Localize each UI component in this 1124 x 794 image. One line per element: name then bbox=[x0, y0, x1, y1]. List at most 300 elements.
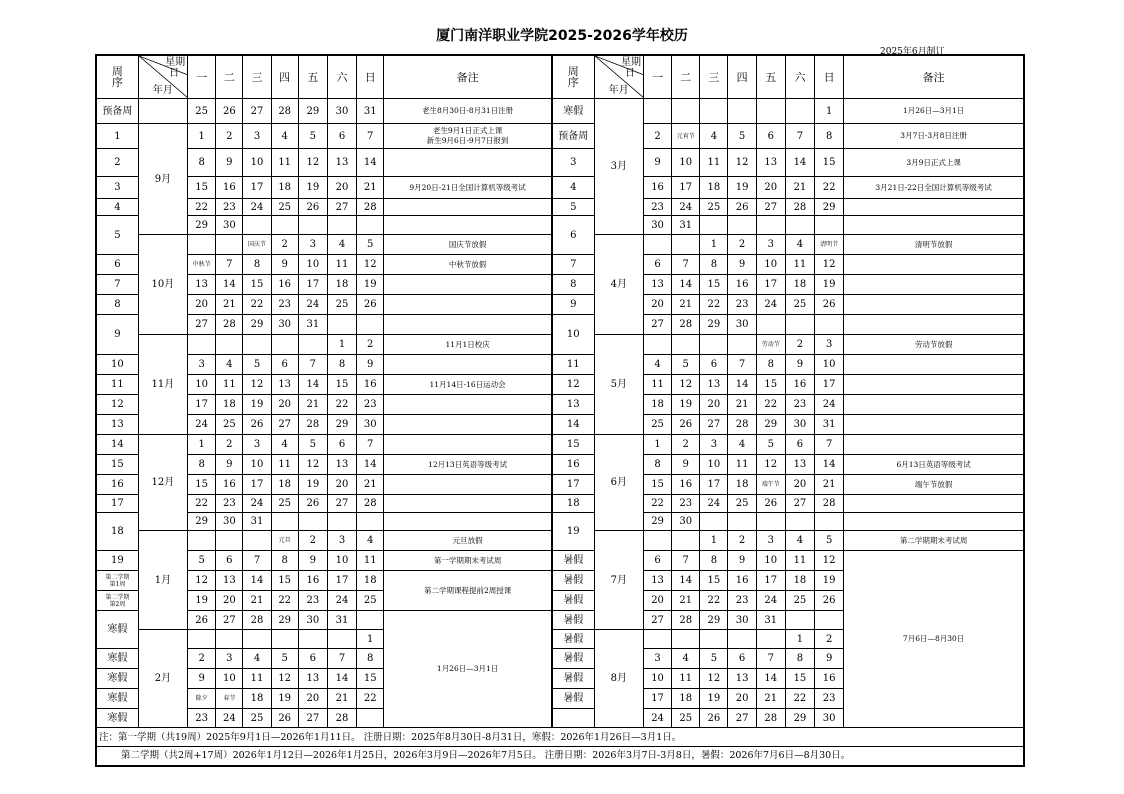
right-day-cell: 8 bbox=[700, 551, 728, 571]
right-day-cell: 25 bbox=[728, 495, 756, 513]
right-day-cell: 30 bbox=[785, 415, 814, 435]
right-day-cell bbox=[785, 315, 814, 335]
right-day-cell: 5 bbox=[815, 531, 844, 551]
left-day-cell: 24 bbox=[298, 295, 327, 315]
left-day-cell: 26 bbox=[216, 99, 243, 124]
right-day-cell: 30 bbox=[815, 709, 844, 728]
right-day-cell: 18 bbox=[785, 275, 814, 295]
right-week-no: 5 bbox=[552, 199, 594, 216]
right-day-cell: 端午节 bbox=[756, 475, 785, 495]
right-remark bbox=[844, 435, 1024, 455]
right-day-cell: 12 bbox=[756, 455, 785, 475]
right-day-cell bbox=[700, 216, 728, 235]
right-day-cell: 2 bbox=[815, 630, 844, 649]
table-row bbox=[96, 355, 1024, 375]
right-day-cell: 1 bbox=[643, 435, 671, 455]
left-day-cell: 27 bbox=[327, 199, 356, 216]
left-day-cell: 11 bbox=[216, 375, 243, 395]
right-day-cell: 28 bbox=[756, 709, 785, 728]
left-week-no: 2 bbox=[96, 149, 138, 177]
left-day-cell: 30 bbox=[271, 315, 298, 335]
diag-weekday-label: 星期 bbox=[620, 57, 641, 68]
right-day-cell bbox=[785, 99, 814, 124]
right-day-cell: 21 bbox=[728, 395, 756, 415]
left-day-cell bbox=[357, 315, 384, 335]
table-row bbox=[96, 295, 1024, 315]
left-day-cell: 18 bbox=[271, 177, 298, 199]
left-day-cell bbox=[271, 513, 298, 531]
right-remarks-header: 备注 bbox=[844, 55, 1024, 99]
left-day-cell: 28 bbox=[357, 199, 384, 216]
right-day-cell: 10 bbox=[700, 455, 728, 475]
left-day-cell: 10 bbox=[216, 669, 243, 689]
left-day-cell: 26 bbox=[357, 295, 384, 315]
right-day-cell: 14 bbox=[785, 149, 814, 177]
right-day-cell: 10 bbox=[643, 669, 671, 689]
table-row bbox=[96, 435, 1024, 455]
left-day-cell: 3 bbox=[327, 531, 356, 551]
left-day-cell: 12 bbox=[357, 255, 384, 275]
left-day-header: 二 bbox=[216, 55, 243, 99]
left-day-cell: 19 bbox=[243, 395, 271, 415]
right-day-cell: 18 bbox=[643, 395, 671, 415]
left-day-cell: 14 bbox=[243, 571, 271, 591]
right-day-cell: 21 bbox=[672, 295, 700, 315]
left-day-cell: 24 bbox=[243, 495, 271, 513]
left-day-cell bbox=[188, 335, 216, 355]
left-week-no: 10 bbox=[96, 355, 138, 375]
right-day-cell: 7 bbox=[785, 124, 814, 149]
right-day-cell: 14 bbox=[756, 669, 785, 689]
right-week-no: 4 bbox=[552, 177, 594, 199]
right-day-cell: 26 bbox=[815, 591, 844, 611]
left-day-cell: 27 bbox=[327, 495, 356, 513]
left-day-cell bbox=[327, 513, 356, 531]
left-day-cell: 15 bbox=[188, 177, 216, 199]
right-day-cell: 27 bbox=[785, 495, 814, 513]
left-day-cell: 22 bbox=[188, 495, 216, 513]
left-day-cell: 5 bbox=[298, 124, 327, 149]
right-day-cell: 19 bbox=[728, 177, 756, 199]
right-day-cell bbox=[700, 513, 728, 531]
left-day-cell: 6 bbox=[327, 124, 356, 149]
table-row bbox=[96, 551, 1024, 571]
right-day-cell bbox=[672, 335, 700, 355]
left-day-cell: 11 bbox=[271, 149, 298, 177]
left-remark bbox=[384, 513, 552, 531]
right-day-cell: 4 bbox=[785, 235, 814, 255]
right-remark bbox=[844, 513, 1024, 531]
left-day-cell bbox=[188, 235, 216, 255]
left-day-cell bbox=[357, 216, 384, 235]
left-day-cell bbox=[271, 216, 298, 235]
left-day-cell: 31 bbox=[327, 611, 356, 630]
right-day-header: 五 bbox=[756, 55, 785, 99]
right-day-cell: 30 bbox=[672, 513, 700, 531]
right-day-cell bbox=[643, 630, 671, 649]
right-day-cell bbox=[756, 315, 785, 335]
right-day-cell: 23 bbox=[728, 295, 756, 315]
right-day-cell: 22 bbox=[756, 395, 785, 415]
right-day-cell: 29 bbox=[815, 199, 844, 216]
left-day-cell: 14 bbox=[327, 669, 356, 689]
right-day-cell: 10 bbox=[672, 149, 700, 177]
right-week-no bbox=[552, 709, 594, 728]
right-day-cell: 19 bbox=[700, 689, 728, 709]
left-remark bbox=[384, 475, 552, 495]
right-day-cell: 11 bbox=[643, 375, 671, 395]
right-week-no: 13 bbox=[552, 395, 594, 415]
right-day-cell: 17 bbox=[643, 689, 671, 709]
right-month: 8月 bbox=[594, 630, 643, 728]
right-day-cell: 2 bbox=[728, 531, 756, 551]
table-row bbox=[96, 513, 1024, 531]
left-day-cell: 14 bbox=[357, 149, 384, 177]
right-day-cell: 20 bbox=[643, 591, 671, 611]
right-day-cell bbox=[728, 99, 756, 124]
right-week-no: 暑假 bbox=[552, 591, 594, 611]
right-week-no: 暑假 bbox=[552, 611, 594, 630]
right-day-cell: 22 bbox=[700, 591, 728, 611]
left-day-cell: 2 bbox=[216, 435, 243, 455]
left-day-cell: 16 bbox=[298, 571, 327, 591]
right-week-no: 暑假 bbox=[552, 669, 594, 689]
right-remark bbox=[844, 495, 1024, 513]
left-remark: 11月1日校庆 bbox=[384, 335, 552, 355]
left-day-cell: 23 bbox=[216, 199, 243, 216]
left-day-cell: 春节 bbox=[216, 689, 243, 709]
right-day-cell: 4 bbox=[728, 435, 756, 455]
right-day-cell: 20 bbox=[700, 395, 728, 415]
left-month: 9月 bbox=[138, 124, 187, 235]
left-day-cell bbox=[298, 513, 327, 531]
right-day-cell: 26 bbox=[700, 709, 728, 728]
right-day-cell: 17 bbox=[672, 177, 700, 199]
right-day-cell: 17 bbox=[756, 571, 785, 591]
right-day-cell: 25 bbox=[785, 591, 814, 611]
left-day-cell: 24 bbox=[188, 415, 216, 435]
left-day-cell: 25 bbox=[357, 591, 384, 611]
left-day-cell: 11 bbox=[327, 255, 356, 275]
right-remark bbox=[844, 275, 1024, 295]
right-week-no: 7 bbox=[552, 255, 594, 275]
right-week-no: 12 bbox=[552, 375, 594, 395]
right-day-cell: 18 bbox=[785, 571, 814, 591]
left-day-cell: 4 bbox=[271, 435, 298, 455]
right-day-cell: 17 bbox=[700, 475, 728, 495]
left-day-cell: 12 bbox=[243, 375, 271, 395]
right-day-cell: 30 bbox=[728, 315, 756, 335]
left-day-cell: 22 bbox=[357, 689, 384, 709]
left-month bbox=[138, 99, 187, 124]
right-day-cell: 8 bbox=[643, 455, 671, 475]
right-day-cell: 1 bbox=[700, 235, 728, 255]
left-day-cell: 6 bbox=[298, 649, 327, 669]
left-month: 2月 bbox=[138, 630, 187, 728]
right-day-cell: 8 bbox=[815, 124, 844, 149]
right-day-cell: 18 bbox=[700, 177, 728, 199]
left-day-cell: 12 bbox=[271, 669, 298, 689]
right-remark bbox=[844, 255, 1024, 275]
right-day-cell: 15 bbox=[643, 475, 671, 495]
left-day-cell: 15 bbox=[271, 571, 298, 591]
left-remark bbox=[384, 199, 552, 216]
left-day-cell: 7 bbox=[298, 355, 327, 375]
right-day-header: 三 bbox=[700, 55, 728, 99]
left-day-cell: 18 bbox=[327, 275, 356, 295]
right-day-cell: 25 bbox=[672, 709, 700, 728]
left-day-cell: 23 bbox=[271, 295, 298, 315]
right-day-cell: 7 bbox=[815, 435, 844, 455]
left-day-cell: 25 bbox=[271, 199, 298, 216]
left-day-cell: 2 bbox=[357, 335, 384, 355]
left-day-cell: 26 bbox=[188, 611, 216, 630]
left-week-no: 6 bbox=[96, 255, 138, 275]
right-day-cell: 13 bbox=[643, 275, 671, 295]
right-day-cell: 29 bbox=[756, 415, 785, 435]
left-day-cell: 7 bbox=[357, 124, 384, 149]
left-remark bbox=[384, 495, 552, 513]
left-day-cell: 3 bbox=[298, 235, 327, 255]
left-week-no: 11 bbox=[96, 375, 138, 395]
table-row bbox=[96, 475, 1024, 495]
right-remark: 3月7日-3月8日注册 bbox=[844, 124, 1024, 149]
left-day-cell bbox=[357, 709, 384, 728]
left-day-cell: 22 bbox=[243, 295, 271, 315]
left-remark bbox=[384, 415, 552, 435]
right-day-cell: 19 bbox=[815, 571, 844, 591]
right-week-no: 暑假 bbox=[552, 630, 594, 649]
right-day-cell: 22 bbox=[643, 495, 671, 513]
left-day-cell: 19 bbox=[298, 177, 327, 199]
left-remark bbox=[384, 315, 552, 335]
left-remark: 11月14日-16日运动会 bbox=[384, 375, 552, 395]
table-row bbox=[96, 495, 1024, 513]
left-day-cell: 8 bbox=[188, 149, 216, 177]
left-day-cell: 29 bbox=[327, 415, 356, 435]
left-day-cell: 27 bbox=[298, 709, 327, 728]
left-day-cell: 28 bbox=[271, 99, 298, 124]
left-day-cell: 22 bbox=[188, 199, 216, 216]
right-remark bbox=[844, 199, 1024, 216]
left-day-cell: 9 bbox=[216, 455, 243, 475]
right-day-cell bbox=[815, 216, 844, 235]
left-day-cell bbox=[243, 531, 271, 551]
left-day-cell: 3 bbox=[243, 124, 271, 149]
left-day-cell: 12 bbox=[298, 455, 327, 475]
left-day-cell: 17 bbox=[298, 275, 327, 295]
left-week-no: 7 bbox=[96, 275, 138, 295]
right-day-cell: 13 bbox=[728, 669, 756, 689]
left-day-cell: 13 bbox=[188, 275, 216, 295]
right-day-cell: 25 bbox=[785, 295, 814, 315]
right-month: 4月 bbox=[594, 235, 643, 335]
right-day-cell: 3 bbox=[643, 649, 671, 669]
right-day-cell: 23 bbox=[643, 199, 671, 216]
left-day-cell: 14 bbox=[357, 455, 384, 475]
left-day-cell: 14 bbox=[216, 275, 243, 295]
left-remark bbox=[384, 216, 552, 235]
left-day-cell: 10 bbox=[243, 455, 271, 475]
left-day-cell: 20 bbox=[298, 689, 327, 709]
left-day-cell: 6 bbox=[327, 435, 356, 455]
right-day-cell: 7 bbox=[672, 551, 700, 571]
left-day-cell bbox=[327, 630, 356, 649]
left-week-no: 寒假 bbox=[96, 669, 138, 689]
table-row bbox=[96, 124, 1024, 149]
left-day-cell: 18 bbox=[243, 689, 271, 709]
left-day-cell: 国庆节 bbox=[243, 235, 271, 255]
left-day-cell bbox=[327, 216, 356, 235]
left-day-cell: 31 bbox=[298, 315, 327, 335]
right-day-cell: 18 bbox=[728, 475, 756, 495]
left-day-cell: 24 bbox=[327, 591, 356, 611]
left-day-cell: 7 bbox=[216, 255, 243, 275]
right-day-cell: 29 bbox=[700, 611, 728, 630]
right-day-cell bbox=[728, 335, 756, 355]
right-day-cell: 15 bbox=[700, 571, 728, 591]
right-day-cell bbox=[672, 531, 700, 551]
right-week-no: 14 bbox=[552, 415, 594, 435]
left-day-cell: 2 bbox=[271, 235, 298, 255]
right-day-cell: 1 bbox=[785, 630, 814, 649]
right-week-no: 6 bbox=[552, 216, 594, 255]
right-day-cell: 9 bbox=[728, 551, 756, 571]
right-day-cell bbox=[643, 235, 671, 255]
right-day-cell: 8 bbox=[785, 649, 814, 669]
right-week-no: 15 bbox=[552, 435, 594, 455]
right-day-cell: 22 bbox=[785, 689, 814, 709]
left-day-cell: 12 bbox=[188, 571, 216, 591]
right-day-cell: 24 bbox=[756, 591, 785, 611]
right-day-cell: 9 bbox=[815, 649, 844, 669]
left-day-cell: 16 bbox=[357, 375, 384, 395]
header-row bbox=[96, 55, 1024, 99]
right-month: 3月 bbox=[594, 99, 643, 235]
right-week-no: 11 bbox=[552, 355, 594, 375]
diag-day-label: 日 bbox=[624, 68, 635, 79]
right-day-cell: 25 bbox=[643, 415, 671, 435]
right-day-header: 四 bbox=[728, 55, 756, 99]
right-day-cell: 14 bbox=[728, 375, 756, 395]
table-row bbox=[96, 199, 1024, 216]
diag-weekday-label: 星期 bbox=[165, 57, 186, 68]
left-day-cell: 10 bbox=[243, 149, 271, 177]
left-day-cell: 10 bbox=[298, 255, 327, 275]
left-day-cell: 27 bbox=[243, 99, 271, 124]
right-day-cell bbox=[672, 99, 700, 124]
right-day-cell: 22 bbox=[700, 295, 728, 315]
right-day-cell: 31 bbox=[815, 415, 844, 435]
left-day-cell: 17 bbox=[327, 571, 356, 591]
left-day-header: 五 bbox=[298, 55, 327, 99]
left-day-cell: 2 bbox=[188, 649, 216, 669]
left-day-cell: 12 bbox=[298, 149, 327, 177]
left-day-header: 四 bbox=[271, 55, 298, 99]
left-day-cell: 21 bbox=[243, 591, 271, 611]
left-day-cell: 20 bbox=[327, 475, 356, 495]
right-day-cell: 24 bbox=[700, 495, 728, 513]
right-day-cell: 22 bbox=[815, 177, 844, 199]
right-day-cell bbox=[643, 531, 671, 551]
left-day-cell: 22 bbox=[327, 395, 356, 415]
left-day-cell: 8 bbox=[188, 455, 216, 475]
page-title: 厦门南洋职业学院2025-2026学年校历 bbox=[436, 28, 688, 44]
left-day-cell: 7 bbox=[357, 435, 384, 455]
left-day-cell: 26 bbox=[298, 495, 327, 513]
right-day-cell: 11 bbox=[700, 149, 728, 177]
right-day-cell bbox=[728, 216, 756, 235]
left-day-cell: 27 bbox=[216, 611, 243, 630]
right-day-cell: 4 bbox=[700, 124, 728, 149]
left-remark: 元旦放假 bbox=[384, 531, 552, 551]
left-day-cell: 4 bbox=[271, 124, 298, 149]
left-day-cell: 23 bbox=[298, 591, 327, 611]
right-day-cell: 清明节 bbox=[815, 235, 844, 255]
left-day-cell: 8 bbox=[327, 355, 356, 375]
left-day-cell: 20 bbox=[271, 395, 298, 415]
right-week-no: 暑假 bbox=[552, 571, 594, 591]
table-row bbox=[96, 315, 1024, 335]
right-remark: 劳动节放假 bbox=[844, 335, 1024, 355]
left-day-cell: 3 bbox=[216, 649, 243, 669]
table-row bbox=[96, 375, 1024, 395]
right-day-cell: 9 bbox=[728, 255, 756, 275]
left-week-no: 寒假 bbox=[96, 611, 138, 649]
right-day-cell: 6 bbox=[643, 551, 671, 571]
left-week-no: 3 bbox=[96, 177, 138, 199]
right-day-cell: 2 bbox=[643, 124, 671, 149]
left-weekday-month-header bbox=[138, 55, 187, 99]
left-remark: 老生8月30日-8月31日注册 bbox=[384, 99, 552, 124]
left-day-cell: 15 bbox=[357, 669, 384, 689]
left-day-cell: 18 bbox=[357, 571, 384, 591]
right-day-cell: 11 bbox=[672, 669, 700, 689]
left-day-cell: 25 bbox=[327, 295, 356, 315]
left-day-cell: 15 bbox=[243, 275, 271, 295]
right-day-cell: 16 bbox=[643, 177, 671, 199]
left-day-cell bbox=[327, 315, 356, 335]
left-day-cell: 29 bbox=[298, 99, 327, 124]
left-day-cell: 14 bbox=[298, 375, 327, 395]
right-day-cell: 8 bbox=[756, 355, 785, 375]
right-day-cell: 17 bbox=[756, 275, 785, 295]
right-day-cell bbox=[815, 611, 844, 630]
left-remark: 国庆节放假 bbox=[384, 235, 552, 255]
table-row bbox=[96, 149, 1024, 177]
left-day-cell bbox=[216, 630, 243, 649]
left-remarks-header: 备注 bbox=[384, 55, 552, 99]
left-day-cell: 7 bbox=[243, 551, 271, 571]
left-week-no: 1 bbox=[96, 124, 138, 149]
right-day-cell: 5 bbox=[756, 435, 785, 455]
left-remark bbox=[384, 295, 552, 315]
left-day-cell: 5 bbox=[298, 435, 327, 455]
left-day-cell: 17 bbox=[243, 475, 271, 495]
right-day-cell: 23 bbox=[672, 495, 700, 513]
left-remark: 第二学期课程提前2周授课 bbox=[384, 571, 552, 611]
right-day-cell: 10 bbox=[815, 355, 844, 375]
right-day-cell: 8 bbox=[700, 255, 728, 275]
right-day-cell: 13 bbox=[756, 149, 785, 177]
right-day-cell: 5 bbox=[700, 649, 728, 669]
right-month: 6月 bbox=[594, 435, 643, 531]
table-row bbox=[96, 415, 1024, 435]
left-day-cell: 8 bbox=[357, 649, 384, 669]
right-day-cell: 26 bbox=[756, 495, 785, 513]
diag-day-label: 日 bbox=[169, 68, 180, 79]
left-day-cell: 27 bbox=[271, 415, 298, 435]
